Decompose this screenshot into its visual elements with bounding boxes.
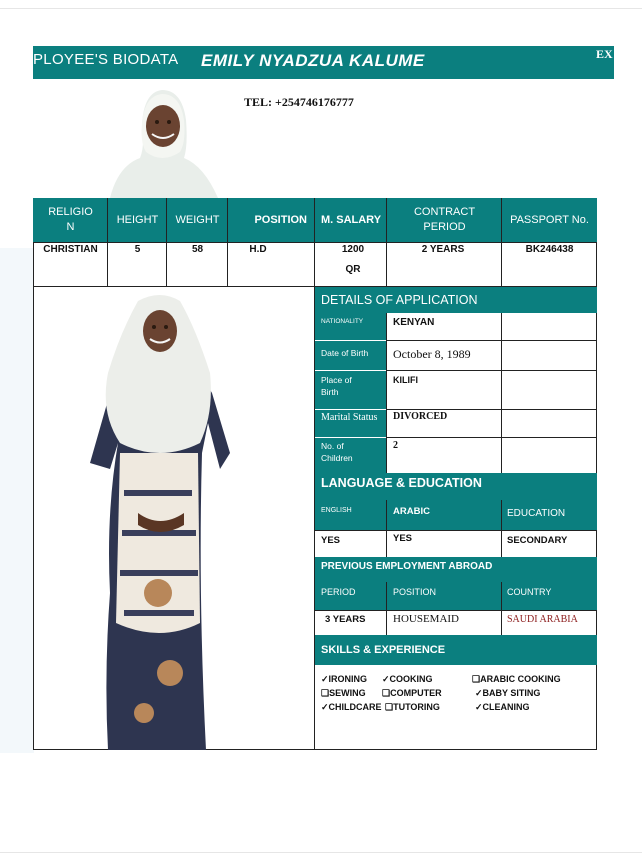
label-nationality: NATIONALITY xyxy=(315,313,386,340)
skill-cleaning: ✓CLEANING xyxy=(475,702,530,712)
value-place-of-birth: KILIFI xyxy=(393,375,418,385)
header-religion: RELIGIO N xyxy=(33,198,108,242)
page-margin-tint xyxy=(0,248,34,753)
value-english: YES xyxy=(321,535,341,546)
top-divider xyxy=(0,8,642,9)
row-divider xyxy=(386,340,597,341)
value-nationality: KENYAN xyxy=(393,317,435,328)
value-dob: October 8, 1989 xyxy=(393,347,471,361)
row-divider xyxy=(315,610,597,611)
row-divider xyxy=(315,530,597,531)
header-weight: WEIGHT xyxy=(167,198,228,242)
value-education: SECONDARY xyxy=(507,535,568,546)
col-divider xyxy=(386,198,387,286)
language-section-title: LANGUAGE & EDUCATION xyxy=(321,476,482,490)
skill-computer: ❑COMPUTER xyxy=(382,688,442,698)
header-contract: CONTRACT PERIOD xyxy=(387,198,502,242)
header-position: POSITION xyxy=(228,198,315,242)
employment-section-title: PREVIOUS EMPLOYMENT ABROAD xyxy=(321,561,493,572)
label-children: No. of Children xyxy=(315,438,386,473)
language-section-band xyxy=(315,473,597,530)
full-body-photo xyxy=(80,293,238,750)
label-prev-position: POSITION xyxy=(393,587,437,597)
value-passport: BK246438 xyxy=(525,244,574,255)
value-children: 2 xyxy=(393,440,398,451)
value-religion: CHRISTIAN xyxy=(43,244,98,255)
col-divider xyxy=(501,500,502,557)
col-divider xyxy=(501,198,502,286)
skill-cooking: ✓COOKING xyxy=(382,674,433,684)
header-corner-text: EX xyxy=(596,47,613,61)
value-marital-status: DIVORCED xyxy=(393,411,448,422)
col-divider xyxy=(386,582,387,635)
skill-sewing: ❑SEWING xyxy=(321,688,366,698)
skill-baby-siting: ✓BABY SITING xyxy=(475,688,541,698)
col-divider xyxy=(501,313,502,473)
bottom-divider xyxy=(0,852,642,853)
col-divider xyxy=(386,500,387,557)
header-band xyxy=(33,46,614,79)
row-divider xyxy=(33,242,597,243)
row-divider xyxy=(386,370,597,371)
label-period: PERIOD xyxy=(321,587,356,597)
label-country: COUNTRY xyxy=(507,587,552,597)
label-place-of-birth: Place of Birth xyxy=(315,371,386,409)
label-dob: Date of Birth xyxy=(315,341,386,370)
col-divider xyxy=(227,198,228,286)
label-marital-status: Marital Status xyxy=(315,410,386,437)
value-arabic: YES xyxy=(393,533,413,544)
employment-section-band xyxy=(315,557,597,610)
col-divider xyxy=(501,582,502,635)
value-prev-position: HOUSEMAID xyxy=(393,613,459,625)
label-english: ENGLISH xyxy=(321,507,352,514)
row-divider xyxy=(386,409,597,410)
value-contract: 2 YEARS xyxy=(421,244,465,255)
label-arabic: ARABIC xyxy=(393,506,430,517)
application-section-title: DETAILS OF APPLICATION xyxy=(315,287,597,313)
value-salary-amount: 1200 xyxy=(341,244,365,255)
skill-ironing: ✓IRONING xyxy=(321,674,368,684)
header-height: HEIGHT xyxy=(108,198,167,242)
col-divider xyxy=(107,198,108,286)
value-salary-currency: QR xyxy=(345,264,361,275)
row-divider xyxy=(386,437,597,438)
label-education: EDUCATION xyxy=(507,508,566,519)
col-divider xyxy=(166,198,167,286)
header-passport: PASSPORT No. xyxy=(502,198,597,242)
skill-arabic-cooking: ❑ARABIC COOKING xyxy=(472,674,561,684)
value-weight: 58 xyxy=(191,244,204,255)
skill-tutoring: ❑TUTORING xyxy=(385,702,440,712)
header-title: PLOYEE'S BIODATA xyxy=(33,51,179,68)
value-country: SAUDI ARABIA xyxy=(507,614,578,625)
headshot-photo xyxy=(100,86,225,198)
value-position: H.D xyxy=(249,244,267,255)
telephone: TEL: +254746176777 xyxy=(244,95,354,109)
value-period: 3 YEARS xyxy=(325,614,366,625)
header-salary: M. SALARY xyxy=(315,198,387,242)
skills-section-title: SKILLS & EXPERIENCE xyxy=(315,635,597,665)
skill-childcare: ✓CHILDCARE xyxy=(321,702,382,712)
col-divider xyxy=(386,313,387,473)
employee-name: EMILY NYADZUA KALUME xyxy=(201,51,425,70)
value-height: 5 xyxy=(134,244,141,255)
